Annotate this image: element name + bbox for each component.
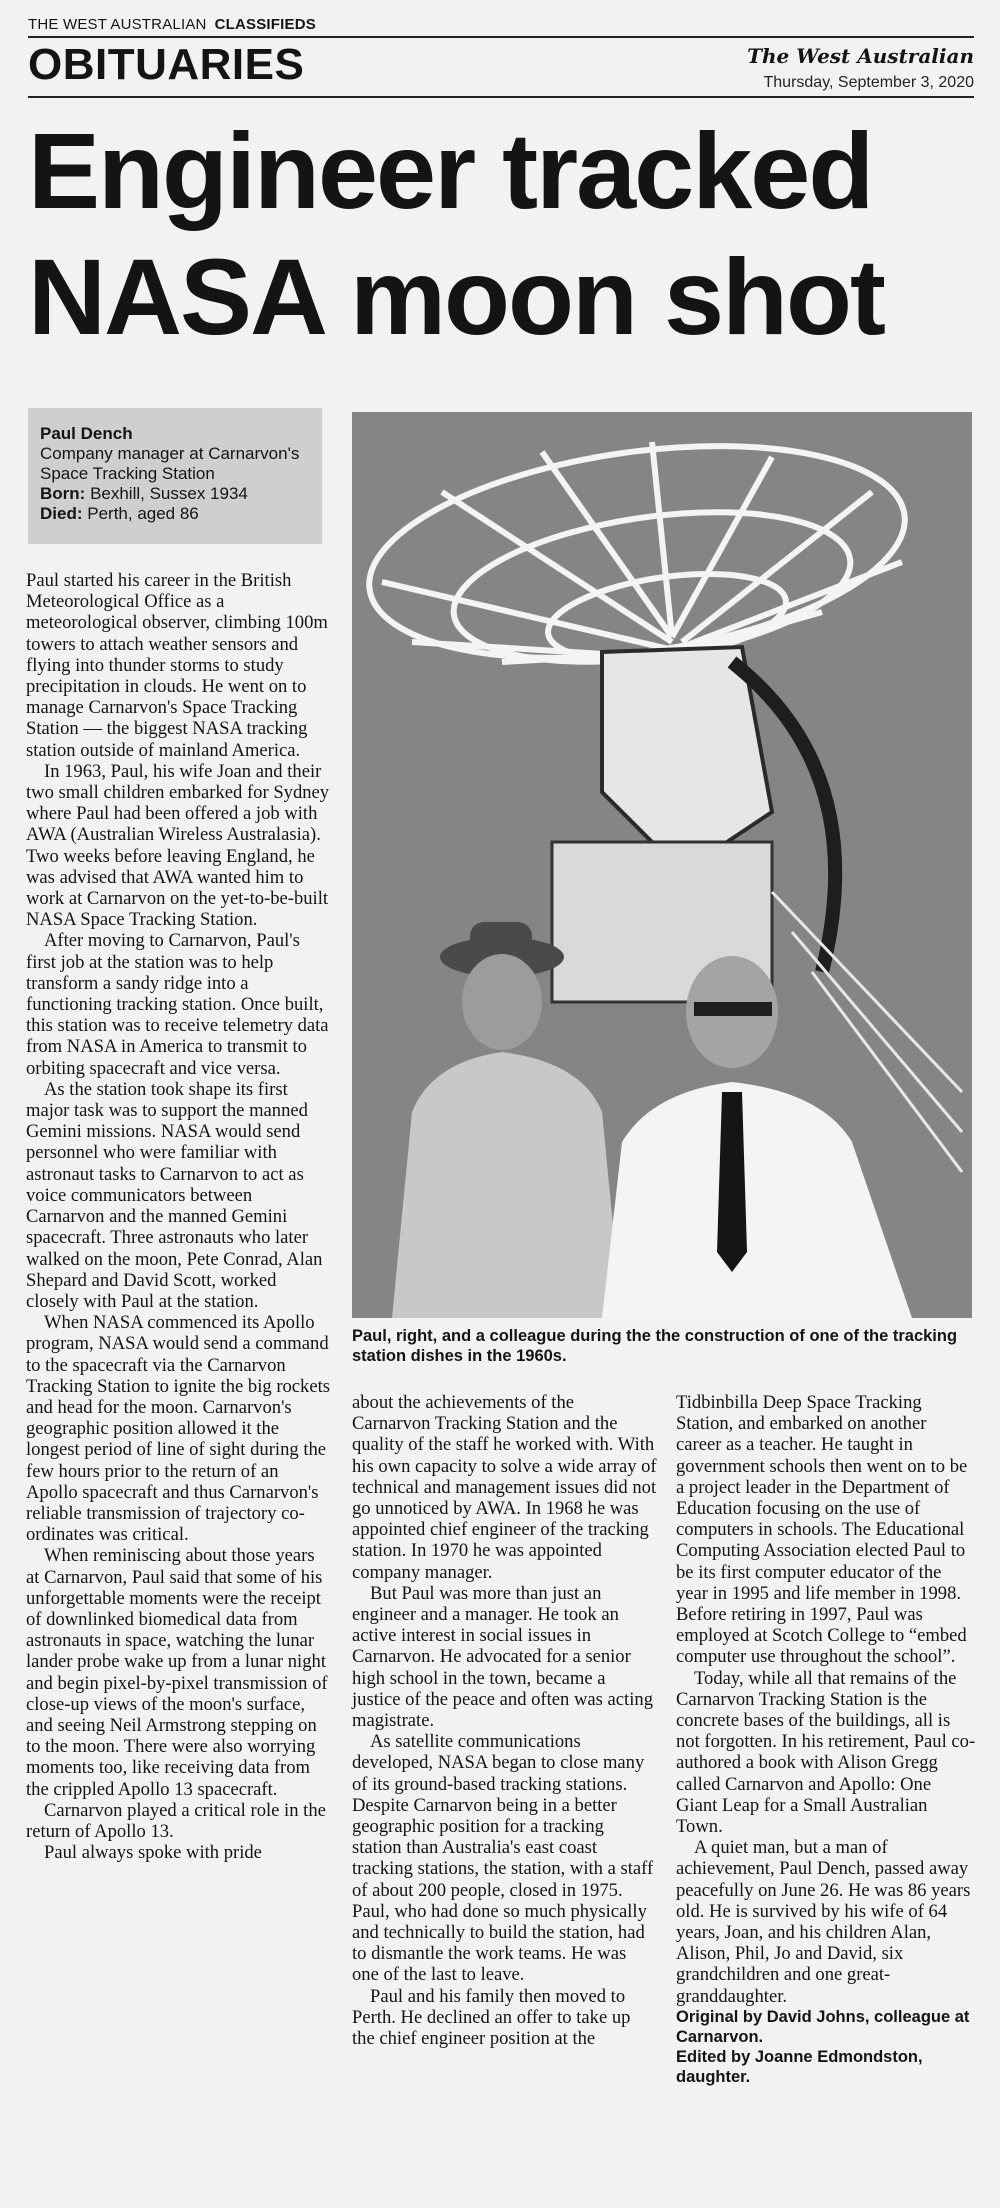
died-line: [40, 504, 322, 524]
died-value: Perth, aged 86: [87, 504, 199, 523]
paragraph: After moving to Carnarvon, Paul's first job at the station was to help transform a sandy ridge into a functioning tracking station. Once built, this station was to receive telemetry data from NASA in America to transmit to orbiting spacecraft and vice versa.: [26, 930, 329, 1079]
paragraph: When reminiscing about those years at Carnarvon, Paul said that some of his unforgettable moments were the receipt of downlinked biomedical data from astronauts in space, watching the lunar lander probe wake up from a lunar night and begin pixel-by-pixel transmission of close-up views of the moon's surface, and seeing Neil Armstrong stepping on to the moon. There were also worrying moments too, like receiving data from the crippled Apollo 13 spacecraft.: [26, 1545, 328, 1800]
masthead: [747, 44, 974, 92]
paragraph: But Paul was more than just an engineer and a manager. He took an active interest in social issues in Carnarvon. He advocated for a senior high school in the town, became a justice of the peace and often was acting magistrate.: [352, 1582, 653, 1732]
headline: [28, 108, 978, 360]
photo-illustration: [352, 412, 972, 1318]
born-line: [40, 484, 322, 504]
paragraph: Paul always spoke with pride: [44, 1842, 262, 1864]
paragraph: When NASA commenced its Apollo program, NASA would send a command to the spacecraft via the Carnarvon Tracking Station to ignite the big rockets and head for the moon. Carnarvon's geographic position allowed it the longest period of line of sight during the few hours prior to the return of an Apollo spacecraft and thus Carnarvon's reliable transmission of trajectory co-ordinates was critical.: [26, 1312, 331, 1546]
paragraph: A quiet man, but a man of achievement, Paul Dench, passed away peacefully on June 26. He was 86 years old. He is survived by his wife of 64 years, Joan, and his children Alan, Alison, Phil, Jo and David, six grandchildren and one great-granddaughter.: [676, 1837, 971, 2007]
died-label: Died:: [40, 504, 83, 523]
article-column-1: [26, 570, 330, 1863]
article-column-3: [676, 1392, 976, 2087]
paragraph: Paul and his family then moved to Perth. He declined an offer to take up the chief engineer position at the: [352, 1985, 631, 2050]
paragraph: As the station took shape its first major task was to support the manned Gemini missions. NASA would send personnel who were familiar with astronaut tasks to Carnarvon to act as voice communicators between Carnarvon and the manned Gemini spacecraft. Three astronauts who later walked on the moon, Pete Conrad, Alan Shepard and David Scott, worked closely with Paul at the station.: [26, 1078, 323, 1312]
paragraph: about the achievements of the Carnarvon Tracking Station and the quality of the staff he worked with. With his own capacity to solve a wide array of technical and management issues did not go unnoticed by AWA. In 1968 he was appointed chief engineer of the tracking station. In 1970 he was appointed company manager.: [352, 1392, 657, 1583]
paper-name: THE WEST AUSTRALIAN: [28, 16, 207, 33]
tracking-dish-photo: [352, 412, 972, 1318]
info-box: [28, 408, 322, 544]
credit-edited: Edited by Joanne Edmondston, daughter.: [676, 2047, 923, 2086]
section-title: OBITUARIES: [28, 40, 305, 89]
article-column-2: [352, 1392, 657, 2049]
paragraph: Paul started his career in the British Meteorological Office as a meteorological observer, climbing 100m towers to attach weather sensors and flying into thunder storms to study precipitation in clouds. He went on to manage Carnarvon's Space Tracking Station — the biggest NASA tracking station outside of mainland America.: [26, 570, 328, 761]
photo-caption: Paul, right, and a colleague during the the construction of one of the tracking station dishes in the 1960s.: [352, 1327, 958, 1365]
credit-original: Original by David Johns, colleague at Carnarvon.: [676, 2007, 970, 2046]
masthead-logo: The West Australian: [747, 44, 974, 68]
born-label: Born:: [40, 484, 86, 503]
headline-line-1: Engineer tracked: [28, 110, 873, 231]
subject-name: Paul Dench: [40, 424, 133, 443]
paragraph: In 1963, Paul, his wife Joan and their two small children embarked for Sydney where Paul had been offered a job with AWA (Australian Wireless Australasia). Two weeks before leaving England, he was advised that AWA wanted him to work at Carnarvon on the yet-to-be-built NASA Space Tracking Station.: [26, 760, 330, 931]
paragraph: As satellite communications developed, NASA began to close many of its ground-based tracking stations. Despite Carnarvon being in a better geographic position for a tracking station than Australia's east coast tracking stations, the station, with a staff of about 200 people, closed in 1975. Paul, who had done so much physically and technically to build the station, had to dismantle the work teams. He was one of the last to leave.: [352, 1731, 654, 1986]
headline-line-2: NASA moon shot: [28, 236, 884, 357]
paragraph: Tidbinbilla Deep Space Tracking Station, and embarked on another career as a teacher. He taught in government schools then went on to be a project leader in the Department of Education focusing on the use of computers in schools. The Educational Computing Association elected Paul to be its first computer educator of the year in 1995 and life member in 1998. Before retiring in 1997, Paul was employed at Scotch College to “embed computer use throughout the school”.: [676, 1392, 968, 1668]
issue-date: Thursday, September 3, 2020: [763, 74, 974, 91]
section-tag: CLASSIFIEDS: [214, 16, 316, 33]
subject-role: Company manager at Carnarvon's Space Tracking Station: [40, 444, 300, 483]
paragraph: Today, while all that remains of the Carnarvon Tracking Station is the concrete bases of the buildings, all is not forgotten. In his retirement, Paul co-authored a book with Alison Gregg called Carnarvon and Apollo: One Giant Leap for a Small Australian Town.: [676, 1667, 976, 1838]
paragraph: Carnarvon played a critical role in the return of Apollo 13.: [26, 1799, 326, 1842]
born-value: Bexhill, Sussex 1934: [90, 484, 248, 503]
top-bar: [28, 16, 974, 38]
header-rule: [28, 96, 974, 98]
